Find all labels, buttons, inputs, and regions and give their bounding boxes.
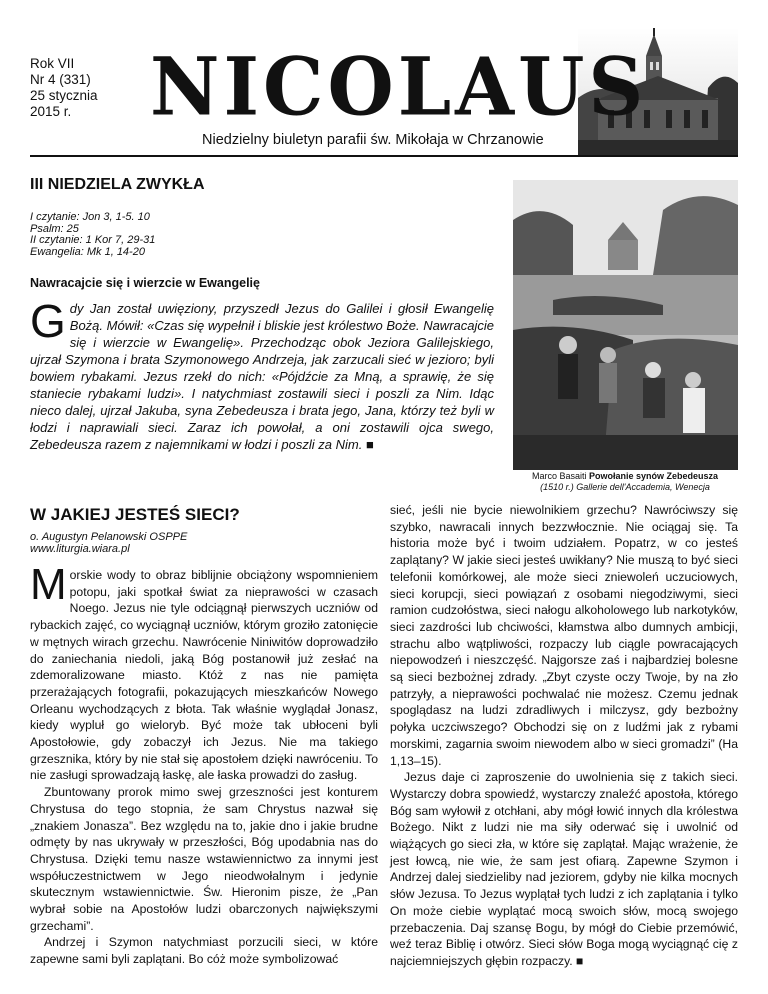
caption-artist: Marco Basaiti	[531, 471, 589, 481]
article-paragraph: Zbuntowany prorok mimo swej grzeszności jest konturem Chrystusa do tego stopnia, że sam Chrystus nazwał się „znakiem Jonasza”. Bez względu na to, jakie dno i jakie brudne odmęty by nas ukrywały w przeszłości, Bóg upodabnia nas do Chrystusa. Dzięki temu nasze wstawiennictwo za innymi jest współuczestnictwem w Jego nieodwołalnym i jedynie skutecznym wstawiennictwie. Św. Hieronim pisze, że „Pan wybrał sobie na Apostołów ludzi obarczonych największymi grzechami”.	[30, 785, 378, 933]
painting-image	[513, 180, 738, 470]
article-column-right	[390, 502, 738, 970]
gospel-dropcap: G	[30, 295, 66, 347]
caption-source: (1510 r.) Gallerie dell'Accademia, Wenecja	[540, 481, 710, 492]
article-heading: W JAKIEJ JESTEŚ SIECI?	[30, 505, 240, 524]
article-paragraph: Andrzej i Szymon natychmiast porzucili sieci, w które zapewne sami byli zaplątani. Bo cóż może symbolizować	[30, 935, 378, 967]
article-author-block	[30, 531, 187, 555]
reading-2: II czytanie: 1 Kor 7, 29-31	[30, 234, 156, 246]
reading-gospel: Ewangelia: Mk 1, 14-20	[30, 245, 145, 258]
masthead-subtitle: Niedzielny biuletyn parafii św. Mikołaja w Chrzanowie	[202, 132, 544, 148]
issue-date-day: 25 stycznia	[30, 88, 98, 103]
article-paragraph: Morskie wody to obraz biblijnie obciążony wspomnieniem potopu, jaki spotkał świat za nieprawości w czasach Noego. Jezus nie tyle odciągnął pierwszych uczniów od rybackich zajęć, co wyciągnął uczniów, którym groziło zatonięcie w mętnych wirach grzechu. Nawrócenie Niniwitów doprowadziło do zaniechania niedoli, jaką Bóg postanowił już zesłać na zdemoralizowane miasto. Któż z nas nie pamięta przerażających fotografii, pokazujących mieszkańców Nowego Orleanu wychodzących z błota. Tak właśnie wyglądał Jonasz, kiedy wypluł go wieloryb. Być może tak ubłoceni byli Apostołowie, gdy zobaczył ich Jezus. Nie ma takiego grzesznika, który by nie stał się apostołem dzięki nawróceniu. To nie zasługi sprowadzają łaskę, ale łaska prowadzi do zasług.	[30, 560, 378, 783]
article-column-left	[30, 560, 378, 968]
issue-year: Rok VII	[30, 56, 75, 71]
article-source-link: www.liturgia.wiara.pl	[30, 543, 130, 555]
masthead-title: NICOLAUS	[150, 39, 648, 134]
gospel-motto: Nawracajcie się i wierzcie w Ewangelię	[30, 276, 260, 290]
issue-date-year: 2015 r.	[30, 104, 72, 119]
gospel-body: dy Jan został uwięziony, przyszedł Jezus do Galilei i głosił Ewangelię Bożą. Mówił: «Czas się wypełnił i bliskie jest królestwo Boże. Nawracajcie się i wierzcie w Ewangelię». Przechodząc obok Jeziora Galilejskiego, ujrzał Szymona i brata Szymonowego Andrzeja, jak zarzucali sieć w jezioro; byli bowiem rybakami. Jezus rzekł do nich: «Pójdźcie za Mną, a sprawię, że się staniecie rybakami ludzi». I natychmiast zostawili sieci i poszli za Nim. Idąc nieco dalej, ujrzał Jakuba, syna Zebedeusza i brata jego, Jana, którzy też byli w łodzi i naprawiali sieci. Zaraz ich powołał, a oni zostawili ojca swego, Zebedeusza razem z najemnikami w łodzi i poszli za Nim. ■	[30, 301, 494, 452]
issue-number: Nr 4 (331)	[30, 72, 91, 87]
readings-list	[30, 212, 155, 258]
article-author: o. Augustyn Pelanowski OSPPE	[30, 531, 188, 543]
issue-info	[30, 56, 98, 120]
reading-psalm: Psalm: 25	[30, 222, 79, 235]
reading-1: I czytanie: Jon 3, 1-5. 10	[30, 211, 150, 223]
sunday-heading: III NIEDZIELA ZWYKŁA	[30, 176, 205, 193]
gospel-text	[30, 295, 494, 453]
article-paragraph: sieć, jeśli nie bycie niewolnikiem grzechu? Nawróciwszy się szybko, nawracali innych bezzwłocznie. Nie ociągaj się. Ta historia może być i twoim udziałem. Popatrz, w co jesteś zaplątany? W jakie sieci jesteś uwikłany? Nie muszą to być sieci telefonii komórkowej, ale może sieci zniewoleń uczuciowych, sieci korupcji, sieci powiązań z osobami niegodziwymi, sieci ramion cudzołóstwa, sieci nałogu alkoholowego lub narkotyków, sieci zazdrości lub chciwości, kłamstwa albo dumnych ambicji, strachu albo wątpliwości, rozpaczy lub ciągle powracających niepowodzeń i nieszczęść. Najgorsze zaś i najbardziej bolesne są sieci bezbożnej zdrady. „Zbyt czyste oczy Twoje, by na zło patrzyły, a nieprawości pochwalać nie możesz. Czemu jednak spoglądasz na ludzi zdradliwych i milczysz, gdy bezbożny połyka uczciwszego? Obchodzi się on z ludźmi jak z rybami morskimi, zagarnia swoim niewodem albo w sieci gromadzi” (Ha 1,13–15).	[390, 503, 738, 768]
painting-caption	[505, 471, 745, 492]
article-paragraph: Jezus daje ci zaproszenie do uwolnienia się z takich sieci. Wystarczy dobra spowiedź, wystarczy znaleźć apostoła, którego Bóg sam wyłowił z otchłani, aby mógł łowić innych dla królestwa Bożego. Nikt z ludzi nie ma siły oderwać się i uwolnić od wiążących go sieci zła, w które się zaplątał. Mając wrażenie, że jest łowcą, nie wie, że sam jest ofiarą. Zapewne Szymon i Andrzej dalej siedzieliby nad jeziorem, gdyby nie kilka mocnych słów Jezusa. To Jezus wyplątał tych ludzi z ich zaplątania i tylko On może ciebie wyplątać mocą swoich słów, mocą swojego przebaczenia. Daj szansę Bogu, by mógł do Ciebie przemówić, weź teraz Biblię i otwórz. Sieci słów Boga mogą wyciągnąć cię z najciemniejszych głębin rozpaczy. ■	[390, 770, 738, 968]
caption-title: Powołanie synów Zebedeusza	[588, 471, 719, 481]
header-divider	[30, 155, 738, 157]
article-dropcap: M	[30, 560, 67, 609]
